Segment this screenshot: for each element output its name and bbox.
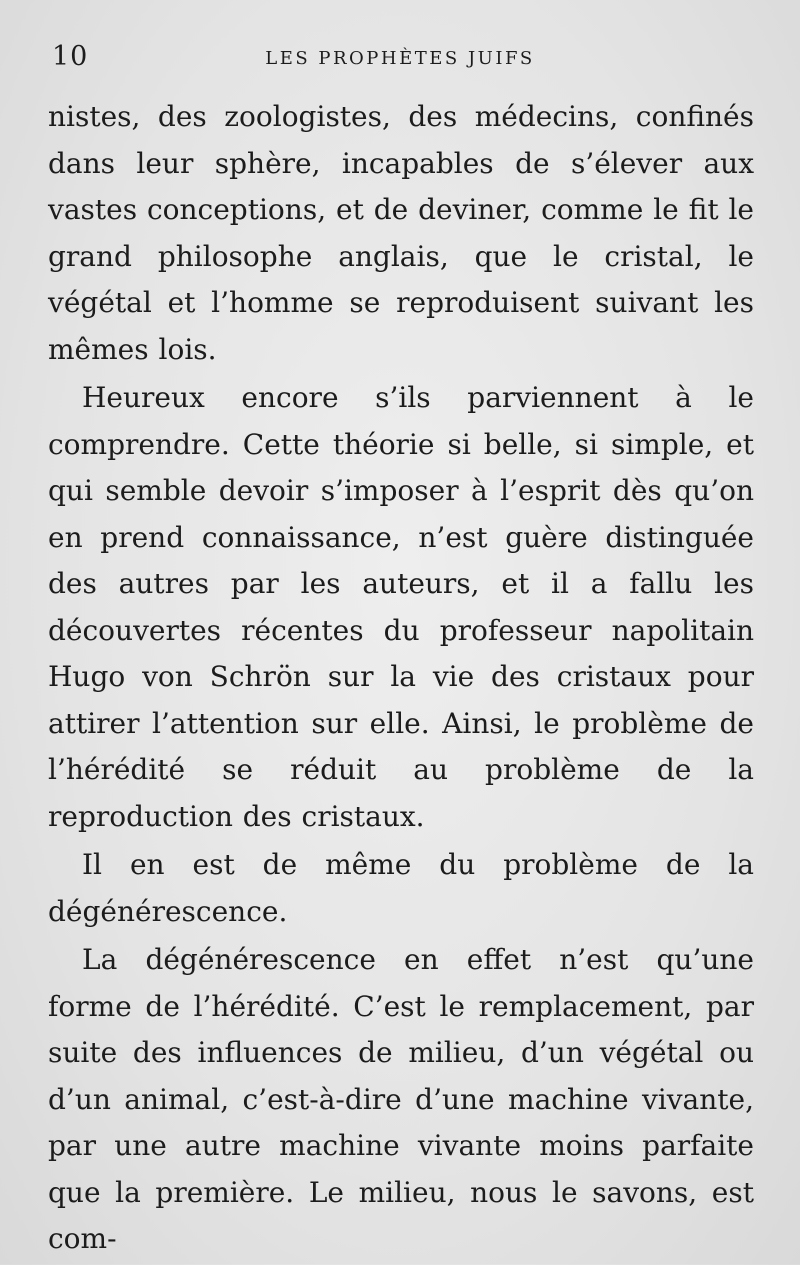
paragraph-heredity-theory: Heureux encore s’ils parviennent à le comprendre. Cette théorie si belle, si simple, et qui semble devoir s’imposer à l’esprit dès qu’on en prend connaissance, n’est guère distinguée des autres par les auteurs, et il a fallu les découvertes récentes du professeur napolitain Hugo von Schrön sur la vie des cristaux pour attirer l’attention sur elle. Ainsi, le problème de l’hérédité se réduit au problème de la reproduction des cristaux. <box>48 381 754 833</box>
page-number: 10 <box>52 41 89 72</box>
body-text <box>48 94 754 1265</box>
paragraph-continuation: nistes, des zoologistes, des médecins, confinés dans leur sphère, incapables de s’élever aux vastes conceptions, et de deviner, comme le fit le grand philosophe anglais, que le cristal, le végétal et l’homme se reproduisent suivant les mêmes lois. <box>48 100 754 366</box>
running-head <box>48 40 752 74</box>
paragraph-degeneration-definition: La dégénérescence en effet n’est qu’une forme de l’hérédité. C’est le remplacement, par suite des influences de milieu, d’un végétal ou d’un animal, c’est-à-dire d’une machine vivante, par une autre machine vivante moins parfaite que la première. Le milieu, nous le savons, est com- <box>48 943 754 1255</box>
paragraph-degeneration-problem: Il en est de même du problème de la dégénérescence. <box>48 848 754 928</box>
running-title: LES PROPHÈTES JUIFS <box>265 48 535 69</box>
